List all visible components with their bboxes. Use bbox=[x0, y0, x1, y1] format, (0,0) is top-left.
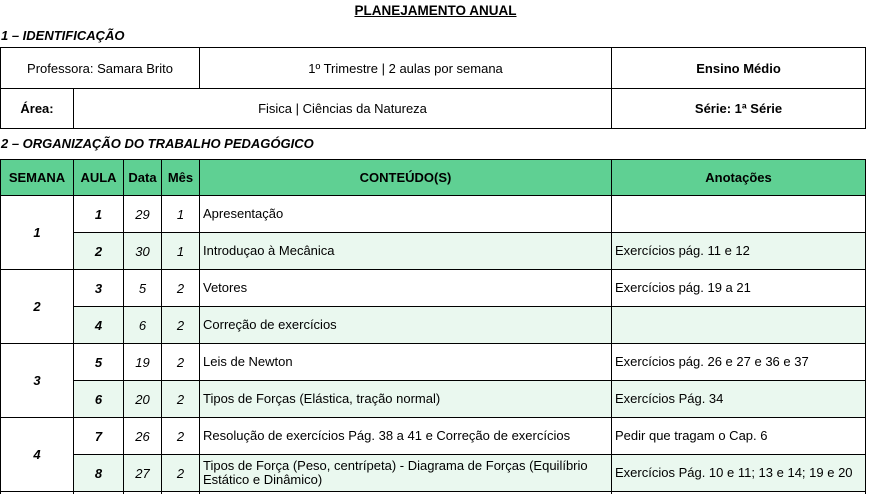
data-cell: 26 bbox=[124, 418, 162, 455]
data-cell: 5 bbox=[124, 270, 162, 307]
mes-cell: 2 bbox=[162, 344, 200, 381]
mes-cell: 2 bbox=[162, 307, 200, 344]
document-title: PLANEJAMENTO ANUAL bbox=[354, 3, 517, 18]
table-row bbox=[1, 196, 866, 233]
aula-cell: 2 bbox=[74, 233, 124, 270]
header-semana: SEMANA bbox=[1, 160, 74, 196]
anotacoes-cell: Exercícios Pág. 10 e 11; 13 e 14; 19 e 20 bbox=[612, 455, 866, 492]
mes-cell: 1 bbox=[162, 233, 200, 270]
anotacoes-cell bbox=[612, 307, 866, 344]
aula-cell: 5 bbox=[74, 344, 124, 381]
anotacoes-cell bbox=[612, 196, 866, 233]
section-identificacao-title: 1 – IDENTIFICAÇÃO bbox=[1, 28, 125, 43]
conteudo-cell: Leis de Newton bbox=[200, 344, 612, 381]
header-mes: Mês bbox=[162, 160, 200, 196]
mes-cell: 2 bbox=[162, 381, 200, 418]
identification-table bbox=[0, 47, 866, 129]
conteudo-cell: Tipos de Força (Peso, centrípeta) - Diagrama de Forças (Equilíbrio Estático e Dinâmico) bbox=[200, 455, 612, 492]
area-value-cell: Fisica | Ciências da Natureza bbox=[74, 89, 612, 129]
conteudo-cell: Resolução de exercícios Pág. 38 a 41 e Correção de exercícios bbox=[200, 418, 612, 455]
section-organizacao-title: 2 – ORGANIZAÇÃO DO TRABALHO PEDAGÓGICO bbox=[1, 136, 314, 151]
conteudo-cell: Correção de exercícios bbox=[200, 307, 612, 344]
planning-table bbox=[0, 159, 866, 494]
conteudo-cell: Apresentação bbox=[200, 196, 612, 233]
data-cell: 20 bbox=[124, 381, 162, 418]
aula-cell: 4 bbox=[74, 307, 124, 344]
table-row bbox=[1, 233, 866, 270]
aula-cell: 1 bbox=[74, 196, 124, 233]
table-row bbox=[1, 307, 866, 344]
mes-cell: 2 bbox=[162, 455, 200, 492]
aula-cell: 6 bbox=[74, 381, 124, 418]
aula-cell: 3 bbox=[74, 270, 124, 307]
conteudo-cell: Introduçao à Mecânica bbox=[200, 233, 612, 270]
anotacoes-cell: Exercícios pág. 26 e 27 e 36 e 37 bbox=[612, 344, 866, 381]
header-data: Data bbox=[124, 160, 162, 196]
table-row bbox=[1, 455, 866, 492]
semana-cell: 1 bbox=[1, 196, 74, 270]
professora-cell: Professora: Samara Brito bbox=[1, 48, 200, 89]
table-row bbox=[1, 418, 866, 455]
header-conteudo: CONTEÚDO(S) bbox=[200, 160, 612, 196]
semana-cell: 2 bbox=[1, 270, 74, 344]
area-label-cell: Área: bbox=[1, 89, 74, 129]
table-row bbox=[1, 381, 866, 418]
data-cell: 29 bbox=[124, 196, 162, 233]
serie-cell: Série: 1ª Série bbox=[612, 89, 866, 129]
data-cell: 19 bbox=[124, 344, 162, 381]
conteudo-cell: Tipos de Forças (Elástica, tração normal) bbox=[200, 381, 612, 418]
mes-cell: 2 bbox=[162, 270, 200, 307]
ensino-cell: Ensino Médio bbox=[612, 48, 866, 89]
semana-cell: 4 bbox=[1, 418, 74, 492]
anotacoes-cell: Exercícios Pág. 34 bbox=[612, 381, 866, 418]
header-anotacoes: Anotações bbox=[612, 160, 866, 196]
data-cell: 27 bbox=[124, 455, 162, 492]
trimestre-cell: 1º Trimestre | 2 aulas por semana bbox=[200, 48, 612, 89]
conteudo-cell: Vetores bbox=[200, 270, 612, 307]
anotacoes-cell: Pedir que tragam o Cap. 6 bbox=[612, 418, 866, 455]
mes-cell: 2 bbox=[162, 418, 200, 455]
semana-cell: 3 bbox=[1, 344, 74, 418]
anotacoes-cell: Exercícios pág. 19 a 21 bbox=[612, 270, 866, 307]
header-aula: AULA bbox=[74, 160, 124, 196]
data-cell: 6 bbox=[124, 307, 162, 344]
data-cell: 30 bbox=[124, 233, 162, 270]
table-row bbox=[1, 344, 866, 381]
anotacoes-cell: Exercícios pág. 11 e 12 bbox=[612, 233, 866, 270]
table-row bbox=[1, 270, 866, 307]
aula-cell: 7 bbox=[74, 418, 124, 455]
mes-cell: 1 bbox=[162, 196, 200, 233]
aula-cell: 8 bbox=[74, 455, 124, 492]
